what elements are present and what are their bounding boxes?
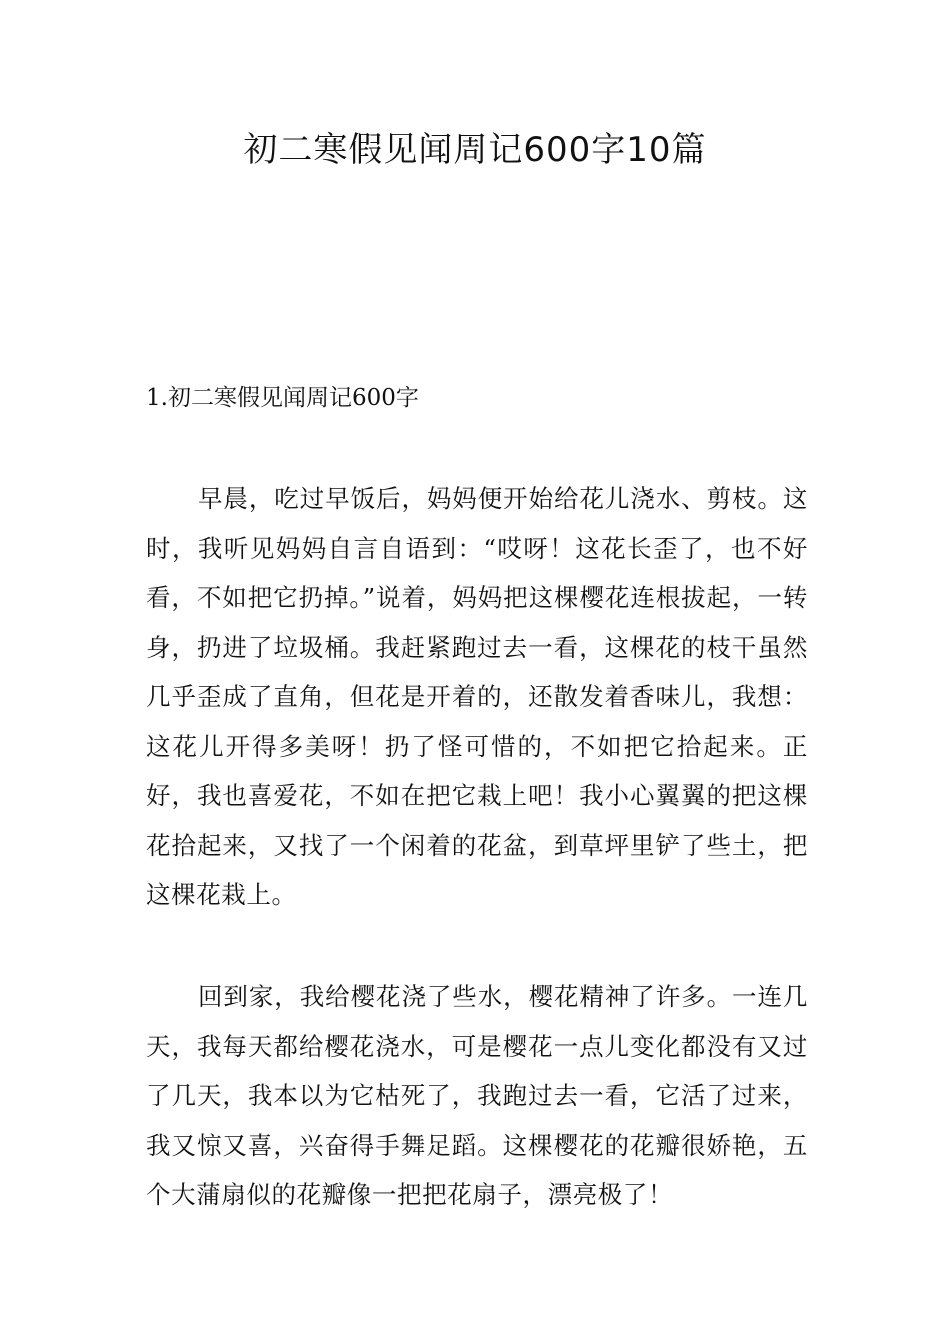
document-title: 初二寒假见闻周记600字10篇	[243, 130, 707, 170]
body-paragraph-1: 早晨，吃过早饭后，妈妈便开始给花儿浇水、剪枝。这时，我听见妈妈自言自语到：“哎呀！这花长歪了，也不好看，不如把它扔掉。”说着，妈妈把这棵樱花连根拔起，一转身，扔进了垃圾桶。我赶紧跑过去一看，这棵花的枝干虽然几乎歪成了直角，但花是开着的，还散发着香味儿，我想：这花儿开得多美呀！扔了怪可惜的，不如把它拾起来。正好，我也喜爱花，不如在把它栽上吧！我小心翼翼的把这棵花拾起来，又找了一个闲着的花盆，到草坪里铲了些土，把这棵花栽上。	[146, 484, 808, 909]
body-paragraph-2: 回到家，我给樱花浇了些水，樱花精神了许多。一连几天，我每天都给樱花浇水，可是樱花一点儿变化都没有又过了几天，我本以为它枯死了，我跑过去一看，它活了过来，我又惊又喜，兴奋得手舞足蹈。这棵樱花的花瓣很娇艳，五个大蒲扇似的花瓣像一把把花扇子，漂亮极了！	[146, 982, 808, 1209]
section-heading: 1.初二寒假见闻周记600字	[146, 385, 419, 411]
